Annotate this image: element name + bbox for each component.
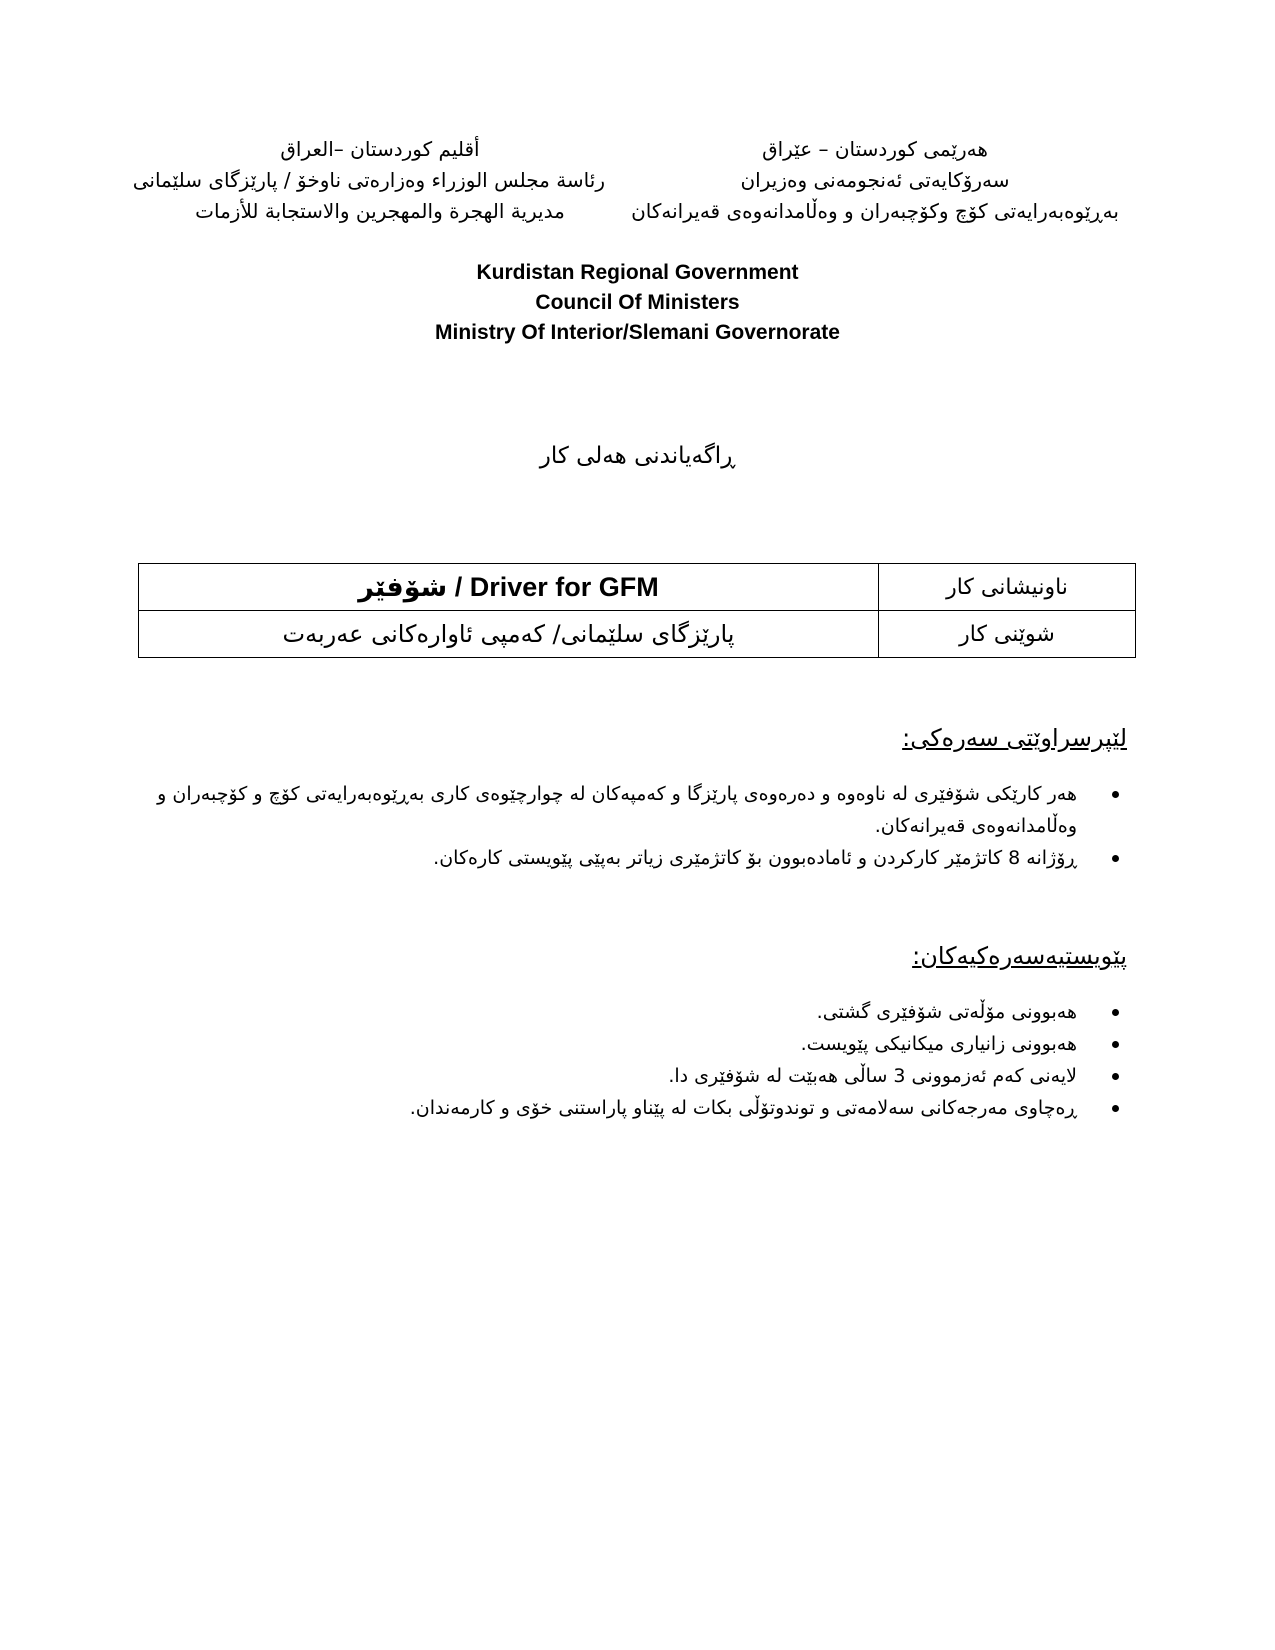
bullet-icon <box>1112 1041 1119 1048</box>
arabic-header-line: أقليم كوردستان –العراق <box>280 137 480 161</box>
requirements-list <box>127 996 1127 1124</box>
list-item <box>127 842 1127 874</box>
requirements-section <box>127 942 1127 1124</box>
requirements-heading: پێویستیەسەرەکیەکان: <box>912 942 1127 970</box>
list-item-text: لایەنی کەم ئەزموونی 3 ساڵی هەبێت لە شۆفێری دا. <box>668 1065 1077 1087</box>
bullet-icon <box>1112 855 1119 862</box>
list-item <box>127 1028 1127 1060</box>
bullet-icon <box>1112 1105 1119 1112</box>
list-item <box>127 1092 1127 1124</box>
arabic-header <box>132 134 605 227</box>
job-title-value: Driver for GFM / شۆفێر <box>139 564 879 611</box>
list-item <box>127 778 1127 842</box>
english-header-line: Council Of Ministers <box>535 291 740 314</box>
job-title-label: ناونیشانی کار <box>879 564 1136 611</box>
list-item-text: ڕۆژانە 8 کاتژمێر کارکردن و ئامادەبوون بۆ کاتژمێری زیاتر بەپێی پێویستی کارەکان. <box>433 847 1077 869</box>
kurdish-header-line: بەڕێوەبەرایەتی کۆچ وکۆچبەران و وەڵامدانەوەی قەیرانەکان <box>631 199 1119 223</box>
bullet-icon <box>1112 791 1119 798</box>
table-row <box>139 564 1136 611</box>
list-item <box>127 1060 1127 1092</box>
job-location-label: شوێنی کار <box>879 611 1136 658</box>
responsibilities-heading: لێپرسراوێتی سەرەکی: <box>902 724 1127 752</box>
kurdish-header <box>625 134 1125 227</box>
list-item-text: هەبوونی مۆڵەتی شۆفێری گشتی. <box>816 1001 1077 1023</box>
arabic-header-line: رئاسة مجلس الوزراء وەزارەتی ناوخۆ / پارێزگای سلێمانی <box>132 168 605 192</box>
responsibilities-list <box>127 778 1127 874</box>
bullet-icon <box>1112 1073 1119 1080</box>
announcement-title: ڕاگەیاندنی هەلی کار <box>539 443 736 469</box>
responsibilities-section <box>127 724 1127 874</box>
table-row <box>139 611 1136 658</box>
job-location-value: پارێزگای سلێمانی/ کەمپی ئاوارەکانی عەربەت <box>139 611 879 658</box>
list-item <box>127 996 1127 1028</box>
arabic-header-line: مديرية الهجرة والمهجرين والاستجابة للأزمات <box>195 199 565 223</box>
job-info-table <box>138 563 1136 658</box>
english-header-line: Ministry Of Interior/Slemani Governorate <box>435 321 840 344</box>
list-item-text: هەبوونی زانیاری میکانیکی پێویست. <box>800 1033 1077 1055</box>
english-header-line: Kurdistan Regional Government <box>476 261 799 284</box>
bullet-icon <box>1112 1009 1119 1016</box>
list-item-text: ڕەچاوی مەرجەکانی سەلامەتی و توندوتۆڵی بکات لە پێناو پاراستنی خۆی و کارمەندان. <box>409 1097 1077 1119</box>
english-header <box>0 258 1275 348</box>
kurdish-header-line: هەرێمی کوردستان – عێراق <box>762 137 988 161</box>
list-item-text: هەر کارێکی شۆفێری لە ناوەوە و دەرەوەی پارێزگا و کەمپەکان لە چوارچێوەی کاری بەڕێوەبەرایەتی کۆچ و کۆچبەران و وەڵامدانەوەی قەیرانەکان. <box>157 783 1077 837</box>
kurdish-header-line: سەرۆکایەتی ئەنجومەنی وەزیران <box>740 168 1010 192</box>
